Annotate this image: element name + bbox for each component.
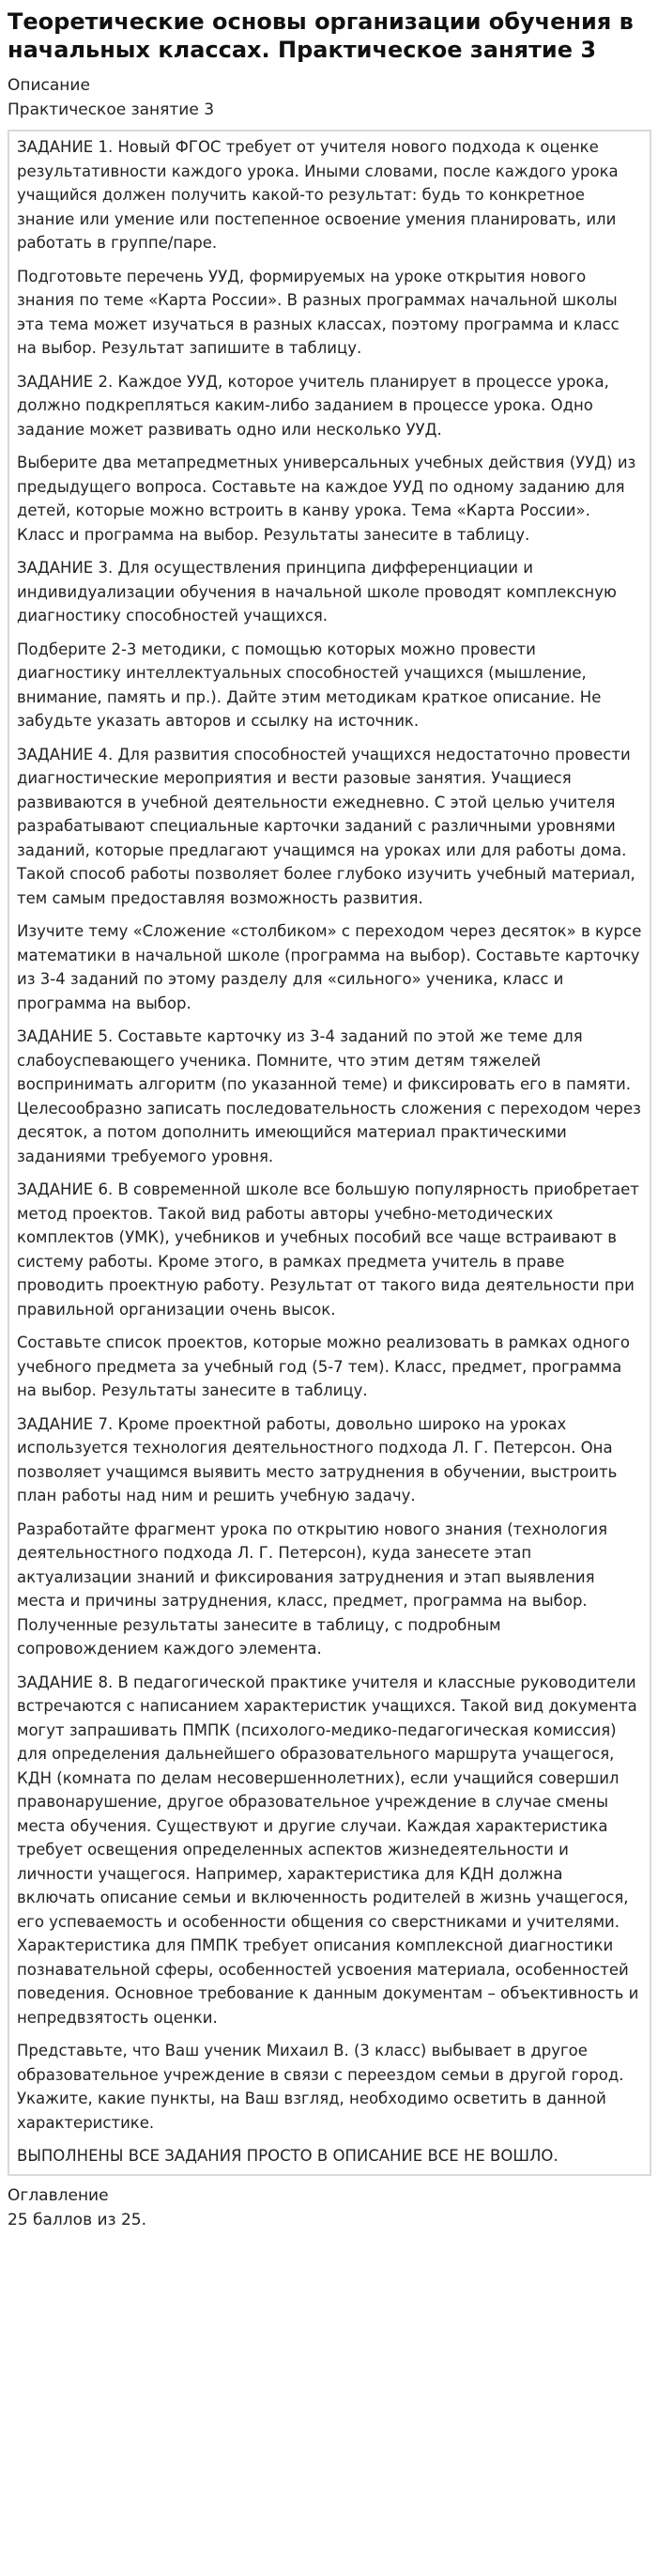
paragraph-task-1: ЗАДАНИЕ 1. Новый ФГОС требует от учителя нового подхода к оценке результативности каждого урока. Иными словами, после каждого урока учащийся должен получить какой-то результат: будь то конкретное знание или умение или постепенное освоение умения планировать, или работать в группе/паре. <box>17 138 619 252</box>
paragraph-task-6: ЗАДАНИЕ 6. В современной школе все большую популярность приобретает метод проектов. Такой вид работы авторы учебно-методических комплектов (УМК), учебников и учебных пособий все чаще встраивают в систему работы. Кроме этого, в рамках предмета учитель в праве проводить проектную работу. Результат от такого вида деятельности при правильной организации очень высок. <box>17 1180 639 1319</box>
description-label: Описание <box>8 76 90 95</box>
paragraph-task-2-instructions: Выберите два метапредметных универсальных учебных действия (УУД) из предыдущего вопроса. Составьте на каждое УУД по одному заданию для детей, которые можно встроить в канву урока. Тема «Карта России». Класс и программа на выбор. Результаты занесите в таблицу. <box>17 454 636 544</box>
page-title: Теоретические основы организации обучения в начальных классах. Практическое занятие 3 <box>8 8 634 63</box>
paragraph-completion-note: ВЫПОЛНЕНЫ ВСЕ ЗАДАНИЯ ПРОСТО В ОПИСАНИЕ ВСЕ НЕ ВОШЛО. <box>17 2147 559 2165</box>
paragraph-task-4-instructions: Изучите тему «Сложение «столбиком» с переходом через десяток» в курсе математики в начальной школе (программа на выбор). Составьте карточку из 3-4 заданий по этому разделу для «сильного» ученика, класс и программа на выбор. <box>17 922 642 1012</box>
paragraph-task-6-instructions: Составьте список проектов, которые можно реализовать в рамках одного учебного предмета за учебный год (5-7 тем). Класс, предмет, программа на выбор. Результаты занесите в таблицу. <box>17 1334 630 1399</box>
paragraph-task-7: ЗАДАНИЕ 7. Кроме проектной работы, довольно широко на уроках используется технология деятельностного подхода Л. Г. Петерсон. Она позволяет учащимся выявить место затруднения в обучении, выстроить план работы над ним и решить учебную задачу. <box>17 1414 618 1504</box>
paragraph-task-3-instructions: Подберите 2-3 методики, с помощью которых можно провести диагностику интеллектуальных способностей учащихся (мышление, внимание, память и пр.). Дайте этим методикам краткое описание. Не забудьте указать авторов и ссылку на источник. <box>17 640 602 730</box>
paragraph-task-4: ЗАДАНИЕ 4. Для развития способностей учащихся недостаточно провести диагностические мероприятия и вести разовые занятия. Учащиеся развиваются в учебной деятельности ежедневно. С этой целью учителя разрабатывают специальные карточки заданий с различными уровнями заданий, которые предлагают учащимся на уроках или для работы дома. Такой способ работы позволяет более глубоко изучить учебный материал, тем самым предоставляя возможность развития. <box>17 745 635 907</box>
paragraph-task-7-instructions: Разработайте фрагмент урока по открытию нового знания (технология деятельностного подхода Л. Г. Петерсон), куда занесете этап актуализации знаний и фиксирования затруднения и этап выявления места и причины затруднения, класс, предмет, программа на выбор. Полученные результаты занесите в таблицу, с подробным сопровождением каждого элемента. <box>17 1519 608 1658</box>
paragraph-task-8-instructions: Представьте, что Ваш ученик Михаил В. (3 класс) выбывает в другое образовательное учреждение в связи с переездом семьи в другой город. Укажите, какие пункты, на Ваш взгляд, необходимо осветить в данной характеристике. <box>17 2042 624 2132</box>
score-text: 25 баллов из 25. <box>8 2210 147 2229</box>
paragraph-task-8: ЗАДАНИЕ 8. В педагогической практике учителя и классные руководители встречаются с написанием характеристик учащихся. Такой вид документа могут запрашивать ПМПК (психолого-медико-педагогическая комиссия) для определения дальнейшего образовательного маршрута учащегося, КДН (комната по делам несовершеннолетних), если учащийся совершил правонарушение, другое образовательное учреждение в случае смены места обучения. Существуют и другие случаи. Каждая характеристика требует освещения определенных аспектов жизнедеятельности и личности учащегося. Например, характеристика для КДН должна включать описание семьи и включенность родителей в жизнь учащегося, его успеваемость и особенности общения со сверстниками и учителями. Характеристика для ПМПК требует описания комплексной диагностики познавательной сферы, особенностей усвоения материала, особенностей поведения. Основное требование к данным документам – объективность и непредвзятость оценки. <box>17 1673 639 2027</box>
description-box <box>8 130 651 2176</box>
paragraph-task-5: ЗАДАНИЕ 5. Составьте карточку из 3-4 заданий по этой же теме для слабоуспевающего ученика. Помните, что этим детям тяжелей воспринимать алгоритм (по указанной теме) и фиксировать его в памяти. Целесообразно записать последовательность сложения с переходом через десяток, а потом дополнить имеющийся материал практическими заданиями требуемого уровня. <box>17 1027 641 1165</box>
paragraph-task-1-instructions: Подготовьте перечень УУД, формируемых на уроке открытия нового знания по теме «Карта России». В разных программах начальной школы эта тема может изучаться в разных классах, поэтому программа и класс на выбор. Результат запишите в таблицу. <box>17 267 620 357</box>
paragraph-task-2: ЗАДАНИЕ 2. Каждое УУД, которое учитель планирует в процессе урока, должно подкрепляться каким-либо заданием в процессе урока. Одно задание может развивать одно или несколько УУД. <box>17 372 609 439</box>
paragraph-task-3: ЗАДАНИЕ 3. Для осуществления принципа дифференциации и индивидуализации обучения в начальной школе проводят комплексную диагностику способностей учащихся. <box>17 559 617 625</box>
toc-label: Оглавление <box>8 2185 109 2205</box>
lesson-label: Практическое занятие 3 <box>8 100 215 119</box>
